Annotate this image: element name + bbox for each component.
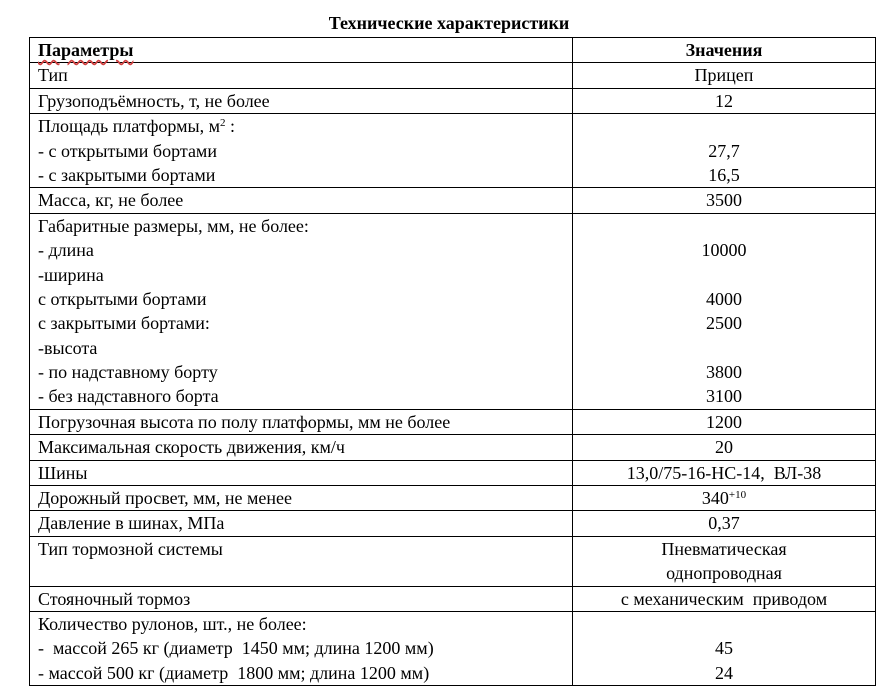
table-row	[30, 612, 876, 686]
param-cell: Площадь платформы, $м^2$ : - с открытыми бортами - с закрытыми бортами	[30, 114, 573, 188]
page-title: Технические характеристики	[328, 13, 570, 33]
value-cell: 10000 4000 2500 3800 3100	[573, 213, 876, 409]
table-row	[30, 114, 876, 188]
table-row	[30, 63, 876, 88]
value-cell: $340^{+10}$	[573, 486, 876, 511]
param-cell: Погрузочная высота по полу платформы, мм не более	[30, 409, 573, 434]
param-cell: Грузоподъёмность, т, не более	[30, 88, 573, 113]
table-row	[30, 188, 876, 213]
param-cell: Габаритные размеры, мм, не более: - длина -ширина с открытыми бортами с закрытыми бортами: -высота - по надставному борту - без надставного борта	[30, 213, 573, 409]
header-values: Значения	[573, 38, 876, 63]
table-row	[30, 435, 876, 460]
table-row	[30, 511, 876, 536]
param-cell: Давление в шинах, МПа	[30, 511, 573, 536]
value-cell: 0,37	[573, 511, 876, 536]
table-row	[30, 486, 876, 511]
value-cell: 3500	[573, 188, 876, 213]
value-cell: 12	[573, 88, 876, 113]
table-row	[30, 88, 876, 113]
value-cell: 13,0/75-16-НС-14, ВЛ-38	[573, 460, 876, 485]
value-cell: Прицеп	[573, 63, 876, 88]
table-row	[30, 409, 876, 434]
param-cell: Максимальная скорость движения, км/ч	[30, 435, 573, 460]
table-header-row	[30, 38, 876, 63]
param-cell: Масса, кг, не более	[30, 188, 573, 213]
param-cell: Тип тормозной системы	[30, 536, 573, 586]
table-row	[30, 586, 876, 611]
param-cell: Дорожный просвет, мм, не менее	[30, 486, 573, 511]
value-cell: 20	[573, 435, 876, 460]
table-row	[30, 536, 876, 586]
param-cell: Тип	[30, 63, 573, 88]
param-cell: Количество рулонов, шт., не более: - массой 265 кг (диаметр 1450 мм; длина 1200 мм) - массой 500 кг (диаметр 1800 мм; длина 1200 мм)	[30, 612, 573, 686]
table-row	[30, 213, 876, 409]
specs-table	[29, 37, 876, 686]
value-cell: 27,7 16,5	[573, 114, 876, 188]
header-parameters: Параметры	[30, 38, 573, 63]
param-cell: Стояночный тормоз	[30, 586, 573, 611]
value-cell: Пневматическая однопроводная	[573, 536, 876, 586]
param-cell: Шины	[30, 460, 573, 485]
value-cell: с механическим приводом	[573, 586, 876, 611]
value-cell: 1200	[573, 409, 876, 434]
value-cell: 45 24	[573, 612, 876, 686]
table-row	[30, 460, 876, 485]
